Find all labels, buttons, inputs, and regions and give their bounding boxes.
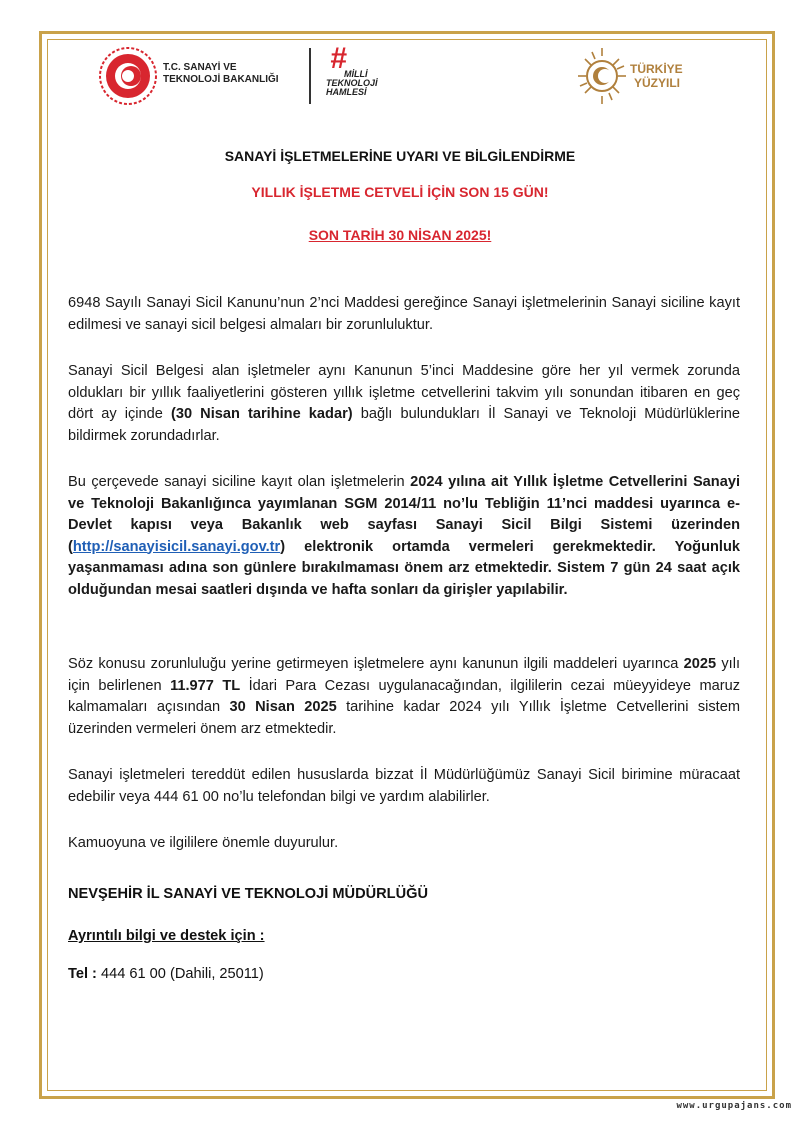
telephone-line <box>68 966 264 982</box>
p4-amount-bold: 11.977 TL <box>170 677 241 694</box>
paragraph-obligation <box>68 361 740 447</box>
detail-heading: Ayrıntılı bilgi ve destek için : <box>68 928 265 944</box>
p4-date-bold: 30 Nisan 2025 <box>229 699 337 715</box>
milli-line1: MİLLİ <box>344 69 368 79</box>
milli-line2: TEKNOLOJİ <box>326 78 378 88</box>
p3-text-a: Bu çerçevede sanayi siciline kayıt olan işletmelerin <box>68 474 411 490</box>
hashtag-icon: # <box>330 42 347 75</box>
p4-year-bold: 2025 <box>683 656 717 672</box>
p2-text-c: bağlı bulundukları İl Sanayi ve Teknoloji Müdürlüklerine bildirmek zorundadırlar. <box>68 406 741 444</box>
p3-text-bold-end: ) elektronik ortamda vermeleri gerekmektedir. Yoğunluk yaşanmaması adına son günlere bırakılmaması önem arz etmektedir. Sistem 7 gün 24 saat açık olduğundan mesai saatleri dışında ve hafta sonları da girişler yapılabilir. <box>68 538 740 598</box>
paragraph-closing: Kamuoyuna ve ilgililere önemle duyurulur. <box>68 835 339 851</box>
p3-text-bold: 2024 yılına ait Yıllık İşletme Cetvellerini Sanayi ve Teknoloji Bakanlığınca yayımlanan SGM 2014/11 no’lu Tebliğin 11’nci maddesi uyarınca e- Devlet kapısı veya Bakanlık web sayfası Sanayi Sicil Bilgi Sistemi üzerinden ( <box>68 474 740 555</box>
tel-label: Tel : <box>68 966 97 982</box>
ministry-name-line1: T.C. SANAYİ VE <box>163 62 237 73</box>
turkiye-line1: TÜRKİYE <box>630 62 683 76</box>
warning-title: YILLIK İŞLETME CETVELİ İÇİN SON 15 GÜN! <box>251 184 549 200</box>
sun-emblem-icon <box>576 46 628 106</box>
paragraph-legal-basis: 6948 Sayılı Sanayi Sicil Kanunu’nun 2’nci Maddesi gereğince Sanayi işletmelerinin Sanayi siciline kayıt edilmesi ve sanayi sicil belgesi almaları bir zorunluluktur. <box>68 295 740 333</box>
turkiye-line2: YÜZYILI <box>634 76 681 90</box>
p2-deadline-bold: (30 Nisan tarihine kadar) <box>170 406 353 422</box>
turkiye-yuzyili-logo <box>576 46 708 108</box>
announcement-title: SANAYİ İŞLETMELERİNE UYARI VE BİLGİLENDİRME <box>224 148 576 164</box>
ministry-emblem-icon <box>98 46 158 106</box>
paragraph-penalty <box>68 654 740 740</box>
milli-teknoloji-logo <box>322 42 392 106</box>
p4-text-c: yılı için belirlenen <box>68 656 741 694</box>
milli-line3: HAMLESİ <box>326 87 367 97</box>
header-divider <box>309 48 311 104</box>
ministry-name <box>163 62 279 86</box>
issuer-signature: NEVŞEHİR İL SANAYİ VE TEKNOLOJİ MÜDÜRLÜĞÜ <box>68 886 429 902</box>
ministry-name-line2: TEKNOLOJİ BAKANLIĞI <box>163 74 279 85</box>
paragraph-submission <box>68 472 740 601</box>
paragraph-contact: Sanayi işletmeleri tereddüt edilen hususlarda bizzat İl Müdürlüğümüz Sanayi Sicil birimine müracaat edebilir veya 444 61 00 no’lu telefondan bilgi ve yardım alabilirler. <box>68 767 740 805</box>
ministry-logo <box>98 46 298 106</box>
letterhead <box>98 44 708 108</box>
deadline-title: SON TARİH 30 NİSAN 2025! <box>308 227 492 243</box>
turkiye-yuzyili-text <box>630 62 683 90</box>
p4-text-g: tarihine kadar 2024 yılı Yıllık İşletme Cetvellerini sistem üzerinden vermeleri önem arz etmektedir. <box>68 699 740 737</box>
p4-text-e: İdari Para Cezası uygulanacağından, ilgililerin cezai müeyyideye maruz kalmamaları açısından <box>68 677 740 715</box>
milli-teknoloji-text <box>326 70 378 97</box>
site-watermark: www.urgupajans.com <box>676 1101 792 1111</box>
p4-text-a: Söz konusu zorunluluğu yerine getirmeyen işletmelere aynı kanunun ilgili maddeleri uyarınca <box>68 656 684 672</box>
p2-text-a: Sanayi Sicil Belgesi alan işletmeler aynı Kanunun 5’inci Maddesine göre her yıl vermek zorunda oldukları bir yıllık faaliyetlerini gösteren yıllık işletme cetvellerini takvim yılı sonundan itibaren en geç dört ay içinde <box>68 363 740 422</box>
tel-value: 444 61 00 (Dahili, 25011) <box>96 966 264 982</box>
sanayi-sicil-link[interactable]: http://sanayisicil.sanayi.gov.tr <box>72 538 281 555</box>
